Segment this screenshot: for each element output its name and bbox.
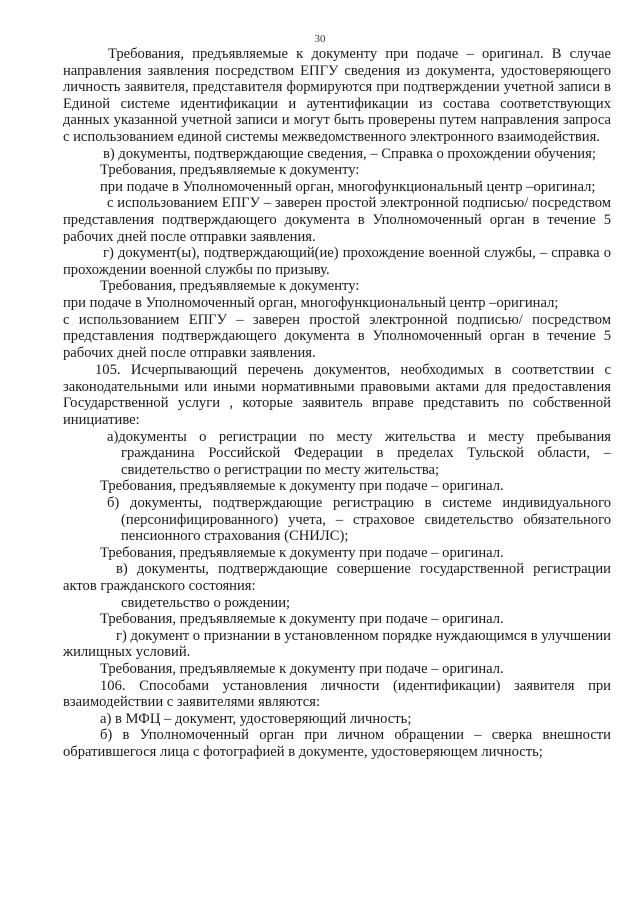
paragraph-requirements-original: Требования, предъявляемые к документу при подаче – оригинал. — [100, 544, 504, 561]
paragraph-submission-in-person: при подаче в Уполномоченный орган, многофункциональный центр –оригинал; — [63, 294, 559, 311]
paragraph-submission-in-person: при подаче в Уполномоченный орган, многофункциональный центр –оригинал; — [100, 178, 596, 195]
paragraph-106-item-b: б) в Уполномоченный орган при личном обращении – сверка внешности обратившегося лица с фотографией в документе, удостоверяющем личность; — [63, 727, 611, 760]
paragraph-submission-epgu: с использованием ЕПГУ – заверен простой электронной подписью/ посредством представления подтверждающего документа в Уполномоченный орган в течение 5 рабочих дней после отправки заявления. — [63, 311, 611, 361]
paragraph-requirements-heading: Требования, предъявляемые к документу: — [100, 162, 360, 179]
paragraph-requirements-original: Требования, предъявляемые к документу при подаче – оригинал. — [100, 660, 504, 677]
paragraph-105-item-a: а)документы о регистрации по месту жительства и месту пребывания гражданина Российской Федерации в пределах Тульской области, – свидетельство о регистрации по месту жительства; — [107, 428, 611, 478]
paragraph-105-item-v: в) документы, подтверждающие совершение государственной регистрации актов гражданского состояния: — [63, 561, 611, 594]
paragraph-submission-epgu: с использованием ЕПГУ – заверен простой электронной подписью/ посредством представления подтверждающего документа в Уполномоченный орган в течение 5 рабочих дней после отправки заявления. — [63, 195, 611, 245]
paragraph-item-g-military-service: г) документ(ы), подтверждающий(ие) прохождение военной службы, – справка о прохождении военной службы по призыву. — [63, 245, 611, 278]
paragraph-requirements-original: Требования, предъявляемые к документу при подаче – оригинал. — [100, 478, 504, 495]
document-body — [63, 46, 611, 761]
page-number: 30 — [314, 33, 326, 45]
paragraph-birth-certificate: свидетельство о рождении; — [121, 594, 291, 611]
paragraph-requirements-heading: Требования, предъявляемые к документу: — [100, 278, 360, 295]
paragraph-106-item-a: а) в МФЦ – документ, удостоверяющий личность; — [100, 710, 412, 727]
paragraph-section-105: 105. Исчерпывающий перечень документов, необходимых в соответствии с законодательными или иными нормативными правовыми актами для предоставления Государственной услуги , которые заявитель вправе представить по собственной инициативе: — [63, 362, 611, 429]
paragraph-105-item-b: б) документы, подтверждающие регистрацию в системе индивидуального (персонифицированного) учета, – страховое свидетельство обязательного пенсионного страхования (СНИЛС); — [107, 495, 611, 545]
paragraph-requirements-original-epgu: Требования, предъявляемые к документу при подаче – оригинал. В случае направления заявления посредством ЕПГУ сведения из документа, удостоверяющего личность заявителя, представителя формируются при подтверждении учетной записи в Единой системе идентификации и аутентификации из состава соответствующих данных указанной учетной записи и могут быть проверены путем направления запроса с использованием единой системы межведомственного электронного взаимодействия. — [63, 46, 611, 145]
paragraph-105-item-g: г) документ о признании в установленном порядке нуждающимся в улучшении жилищных условий. — [63, 627, 611, 661]
paragraph-section-106: 106. Способами установления личности (идентификации) заявителя при взаимодействии с заявителями являются: — [63, 677, 611, 711]
paragraph-item-v-training-certificate: в) документы, подтверждающие сведения, – Справка о прохождении обучения; — [103, 145, 596, 162]
paragraph-requirements-original: Требования, предъявляемые к документу при подаче – оригинал. — [100, 611, 504, 628]
